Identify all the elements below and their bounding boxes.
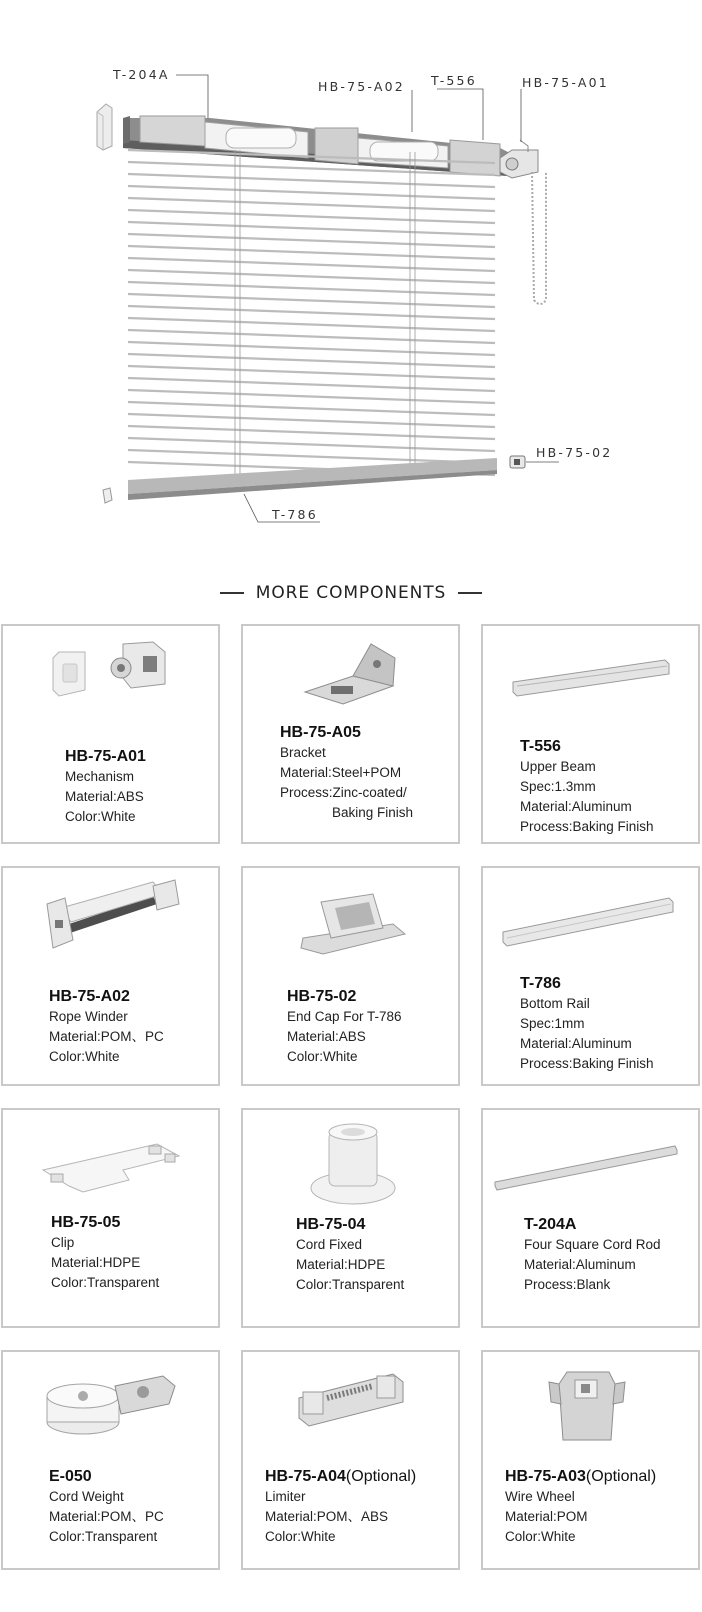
part-material: Material:Steel+POM bbox=[280, 765, 402, 780]
clip-icon bbox=[3, 1110, 218, 1220]
part-code: HB-75-A02 bbox=[49, 988, 130, 1005]
rope-winder-icon bbox=[3, 868, 218, 978]
end-cap-icon bbox=[243, 868, 458, 978]
more-components-heading bbox=[0, 580, 702, 606]
cord-rod-icon bbox=[483, 1110, 698, 1220]
part-material: Material:Aluminum bbox=[520, 1036, 632, 1051]
callout-hb-75-a01: HB-75-A01 bbox=[522, 75, 609, 90]
part-color: Color:White bbox=[65, 809, 136, 824]
part-code: HB-75-A05 bbox=[280, 724, 361, 741]
slats bbox=[128, 150, 495, 475]
part-name: Four Square Cord Rod bbox=[524, 1237, 661, 1252]
left-end-cap bbox=[97, 104, 112, 150]
part-process: Process:Blank bbox=[524, 1277, 611, 1292]
section-title: MORE COMPONENTS bbox=[255, 583, 447, 603]
part-material: Material:POM、ABS bbox=[265, 1509, 389, 1524]
component-card-hb-75-05 bbox=[1, 1108, 220, 1328]
part-material: Material:HDPE bbox=[51, 1255, 141, 1270]
part-code: E-050 bbox=[49, 1468, 92, 1485]
bracket-icon bbox=[243, 626, 458, 726]
bottom-end-cap bbox=[103, 488, 112, 503]
callout-t-556: T-556 bbox=[431, 73, 477, 88]
heading-rule-left bbox=[220, 592, 244, 594]
callout-hb-75-a02: HB-75-A02 bbox=[318, 79, 405, 94]
cord-weight-icon bbox=[3, 1352, 218, 1462]
part-material: Material:HDPE bbox=[296, 1257, 386, 1272]
component-card-t-786 bbox=[481, 866, 700, 1086]
part-name: Cord Fixed bbox=[296, 1237, 363, 1252]
part-code: T-204A bbox=[524, 1216, 577, 1233]
part-process: Process:Zinc-coated/ bbox=[280, 785, 407, 800]
part-code: T-556 bbox=[520, 738, 561, 755]
part-material: Material:POM、PC bbox=[49, 1509, 164, 1524]
component-card-hb-75-a05 bbox=[241, 624, 460, 844]
component-card-t-204a bbox=[481, 1108, 700, 1328]
part-color: Color:Transparent bbox=[296, 1277, 405, 1292]
component-card-e-050 bbox=[1, 1350, 220, 1570]
upper-beam-icon bbox=[483, 626, 698, 726]
part-code: HB-75-04 bbox=[296, 1216, 366, 1233]
part-process: Process:Baking Finish bbox=[520, 819, 654, 834]
part-code: HB-75-05 bbox=[51, 1214, 121, 1231]
bead-chain bbox=[532, 172, 546, 304]
part-code: HB-75-A04(Optional) bbox=[265, 1468, 417, 1485]
part-name: Bracket bbox=[280, 745, 326, 760]
part-color: Color:White bbox=[287, 1049, 358, 1064]
part-process: Process:Baking Finish bbox=[520, 1056, 654, 1071]
part-process-cont: Baking Finish bbox=[332, 805, 414, 820]
part-color: Color:White bbox=[265, 1529, 336, 1544]
component-card-t-556 bbox=[481, 624, 700, 844]
part-spec: Spec:1.3mm bbox=[520, 779, 596, 794]
part-material: Material:Aluminum bbox=[520, 799, 632, 814]
part-material: Material:ABS bbox=[65, 789, 144, 804]
part-name: Bottom Rail bbox=[520, 996, 590, 1011]
component-card-hb-75-a03 bbox=[481, 1350, 700, 1570]
part-code: HB-75-A03(Optional) bbox=[505, 1468, 657, 1485]
callout-hb-75-02: HB-75-02 bbox=[536, 445, 613, 460]
part-code: HB-75-02 bbox=[287, 988, 357, 1005]
part-name: Rope Winder bbox=[49, 1009, 128, 1024]
part-name: Wire Wheel bbox=[505, 1489, 575, 1504]
mechanism-icon bbox=[3, 626, 218, 726]
part-name: Limiter bbox=[265, 1489, 306, 1504]
part-name: End Cap For T-786 bbox=[287, 1009, 402, 1024]
part-material: Material:POM bbox=[505, 1509, 588, 1524]
part-name: Mechanism bbox=[65, 769, 135, 784]
part-name: Upper Beam bbox=[520, 759, 596, 774]
bottom-rail-icon bbox=[483, 868, 698, 978]
end-cap-hb-75-02 bbox=[510, 456, 525, 468]
part-material: Material:POM、PC bbox=[49, 1029, 164, 1044]
component-card-hb-75-a02 bbox=[1, 866, 220, 1086]
part-code: HB-75-A01 bbox=[65, 748, 146, 765]
part-material: Material:ABS bbox=[287, 1029, 366, 1044]
part-color: Color:Transparent bbox=[51, 1275, 160, 1290]
wire-wheel-icon bbox=[483, 1352, 698, 1462]
optional-tag: (Optional) bbox=[585, 1468, 657, 1485]
callout-t-204a: T-204A bbox=[113, 67, 170, 82]
callout-t-786: T-786 bbox=[272, 507, 318, 522]
part-spec: Spec:1mm bbox=[520, 1016, 585, 1031]
component-card-hb-75-a01 bbox=[1, 624, 220, 844]
part-material: Material:Aluminum bbox=[524, 1257, 636, 1272]
part-color: Color:Transparent bbox=[49, 1529, 158, 1544]
part-name: Cord Weight bbox=[49, 1489, 124, 1504]
part-color: Color:White bbox=[505, 1529, 576, 1544]
exploded-diagram bbox=[0, 0, 702, 560]
part-color: Color:White bbox=[49, 1049, 120, 1064]
component-card-hb-75-02 bbox=[241, 866, 460, 1086]
part-code: T-786 bbox=[520, 975, 561, 992]
limiter-icon bbox=[243, 1352, 458, 1462]
heading-rule-right bbox=[458, 592, 482, 594]
component-card-hb-75-04 bbox=[241, 1108, 460, 1328]
optional-tag: (Optional) bbox=[345, 1468, 417, 1485]
part-name: Clip bbox=[51, 1235, 75, 1250]
cord-fixed-icon bbox=[243, 1110, 458, 1220]
component-card-hb-75-a04 bbox=[241, 1350, 460, 1570]
